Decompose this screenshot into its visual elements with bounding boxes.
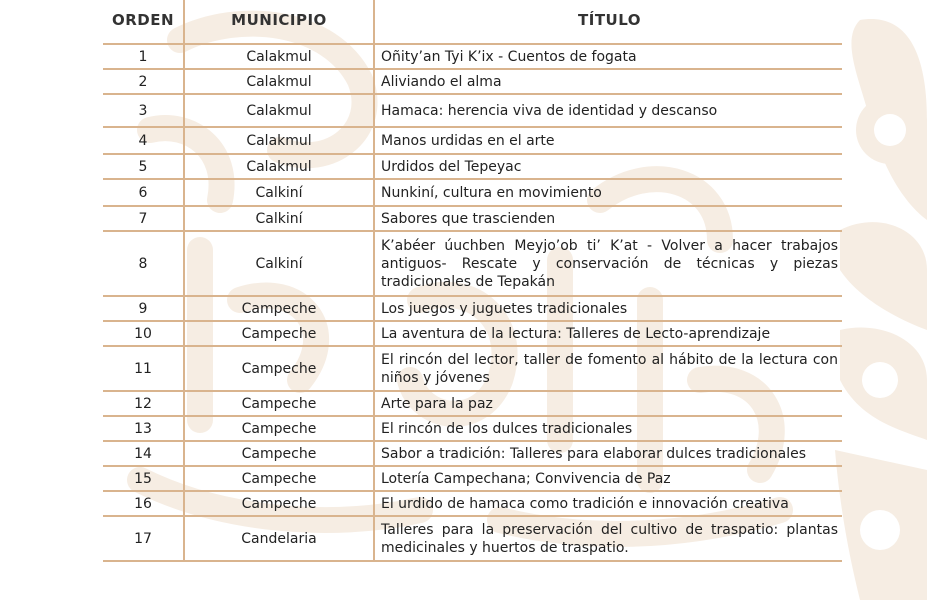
row-municipio: Candelaria [184, 516, 374, 561]
row-orden: 1 [103, 44, 184, 69]
table-row [103, 127, 842, 154]
table-row [103, 466, 842, 491]
row-orden: 16 [103, 491, 184, 516]
row-titulo: Urdidos del Tepeyac [374, 154, 842, 179]
table-row [103, 44, 842, 69]
row-municipio: Calakmul [184, 94, 374, 127]
row-orden: 17 [103, 516, 184, 561]
row-municipio: Campeche [184, 296, 374, 321]
table-row [103, 346, 842, 391]
row-titulo: El rincón de los dulces tradicionales [374, 416, 842, 441]
row-orden: 8 [103, 231, 184, 296]
row-municipio: Campeche [184, 416, 374, 441]
header-municipio: MUNICIPIO [184, 0, 374, 44]
row-titulo: K’abéer úuchben Meyjo’ob ti’ K’at - Volver a hacer trabajos antiguos- Rescate y conservación de técnicas y piezas tradicionales de Tepakán [374, 231, 842, 296]
row-titulo: Talleres para la preservación del cultivo de traspatio: plantas medicinales y huertos de traspatio. [374, 516, 842, 561]
row-municipio: Calakmul [184, 44, 374, 69]
row-municipio: Calkiní [184, 206, 374, 231]
table-row [103, 416, 842, 441]
table-row [103, 206, 842, 231]
row-titulo: Sabores que trascienden [374, 206, 842, 231]
table-row [103, 321, 842, 346]
table-row [103, 296, 842, 321]
row-titulo: Arte para la paz [374, 391, 842, 416]
row-titulo: Sabor a tradición: Talleres para elaborar dulces tradicionales [374, 441, 842, 466]
row-municipio: Calakmul [184, 154, 374, 179]
table-row [103, 391, 842, 416]
row-municipio: Campeche [184, 466, 374, 491]
row-orden: 12 [103, 391, 184, 416]
row-orden: 14 [103, 441, 184, 466]
table-row [103, 179, 842, 206]
row-titulo: Oñity’an Tyi K’ix - Cuentos de fogata [374, 44, 842, 69]
row-orden: 7 [103, 206, 184, 231]
table-header-row [103, 0, 842, 44]
row-municipio: Campeche [184, 321, 374, 346]
row-orden: 15 [103, 466, 184, 491]
table-row [103, 94, 842, 127]
row-orden: 2 [103, 69, 184, 94]
row-orden: 3 [103, 94, 184, 127]
row-orden: 5 [103, 154, 184, 179]
row-municipio: Campeche [184, 346, 374, 391]
row-titulo: Nunkiní, cultura en movimiento [374, 179, 842, 206]
table-row [103, 491, 842, 516]
row-orden: 6 [103, 179, 184, 206]
header-titulo: TÍTULO [578, 11, 641, 29]
row-orden: 13 [103, 416, 184, 441]
row-municipio: Campeche [184, 441, 374, 466]
table-row [103, 69, 842, 94]
row-titulo: Los juegos y juguetes tradicionales [374, 296, 842, 321]
table-row [103, 154, 842, 179]
table-row [103, 441, 842, 466]
row-municipio: Calakmul [184, 69, 374, 94]
table-row [103, 231, 842, 296]
row-orden: 4 [103, 127, 184, 154]
row-orden: 11 [103, 346, 184, 391]
header-orden: ORDEN [111, 11, 175, 29]
row-orden: 10 [103, 321, 184, 346]
row-titulo: Manos urdidas en el arte [374, 127, 842, 154]
row-titulo: El rincón del lector, taller de fomento al hábito de la lectura con niños y jóvenes [374, 346, 842, 391]
table-row [103, 516, 842, 561]
row-titulo: Aliviando el alma [374, 69, 842, 94]
projects-table-container [103, 0, 838, 562]
row-municipio: Calkiní [184, 231, 374, 296]
row-municipio: Calakmul [184, 127, 374, 154]
row-titulo: La aventura de la lectura: Talleres de Lecto-aprendizaje [374, 321, 842, 346]
row-orden: 9 [103, 296, 184, 321]
row-municipio: Campeche [184, 391, 374, 416]
row-titulo: Lotería Campechana; Convivencia de Paz [374, 466, 842, 491]
projects-table [103, 0, 842, 562]
row-municipio: Calkiní [184, 179, 374, 206]
row-titulo: Hamaca: herencia viva de identidad y descanso [374, 94, 842, 127]
row-titulo: El urdido de hamaca como tradición e innovación creativa [374, 491, 842, 516]
row-municipio: Campeche [184, 491, 374, 516]
